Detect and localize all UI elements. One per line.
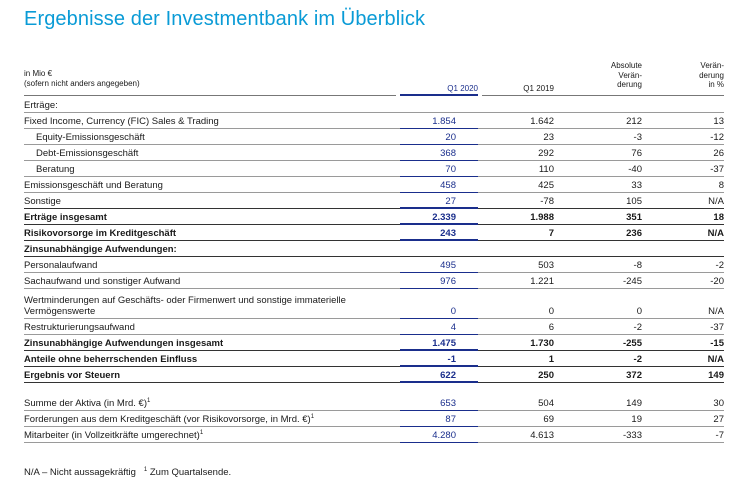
header-divider bbox=[24, 95, 396, 96]
table-row bbox=[0, 193, 756, 209]
row-label bbox=[24, 430, 396, 441]
value-abs-change: 76 bbox=[631, 148, 642, 159]
value-q1-2020: 4.280 bbox=[432, 430, 456, 441]
row-label: Personalaufwand bbox=[24, 260, 98, 271]
value-q1-2020: 70 bbox=[445, 164, 456, 175]
table-row bbox=[0, 145, 756, 161]
value-abs-change: 236 bbox=[626, 228, 642, 239]
footnote-mark: 1 bbox=[143, 466, 148, 473]
value-abs-change: 19 bbox=[631, 414, 642, 425]
table-row bbox=[0, 209, 756, 225]
value-abs-change: -2 bbox=[633, 322, 642, 333]
table-row bbox=[0, 97, 756, 113]
value-q1-2019: 0 bbox=[548, 306, 554, 317]
row-label: Anteile ohne beherrschenden Einfluss bbox=[24, 354, 198, 365]
value-abs-change: 372 bbox=[626, 370, 642, 381]
row-label bbox=[24, 414, 396, 425]
value-pct-change: 27 bbox=[713, 414, 724, 425]
row-label: Debt-Emissionsgeschäft bbox=[36, 148, 139, 159]
value-q1-2019: 4.613 bbox=[530, 430, 554, 441]
table-row bbox=[0, 113, 756, 129]
row-label: Erträge: bbox=[24, 100, 58, 111]
footnote-na: N/A – Nicht aussagekräftig bbox=[24, 467, 136, 478]
value-q1-2019: 292 bbox=[538, 148, 554, 159]
value-abs-change: 105 bbox=[626, 196, 642, 207]
row-label: Fixed Income, Currency (FIC) Sales & Trading bbox=[24, 116, 219, 127]
value-q1-2019: 504 bbox=[538, 398, 554, 409]
footnote-ref: 1 bbox=[199, 429, 204, 436]
value-pct-change: N/A bbox=[708, 196, 724, 207]
value-q1-2019: -78 bbox=[540, 196, 554, 207]
value-abs-change: -333 bbox=[622, 430, 642, 441]
value-q1-2020: 458 bbox=[440, 180, 456, 191]
table-row bbox=[0, 273, 756, 289]
value-pct-change: -12 bbox=[710, 132, 724, 143]
row-label: Sonstige bbox=[24, 196, 61, 207]
value-q1-2020: 20 bbox=[445, 132, 456, 143]
col-header-abs-change bbox=[566, 61, 642, 90]
value-q1-2020: 495 bbox=[440, 260, 456, 271]
col-header-abs-l3: derung bbox=[617, 80, 642, 89]
value-abs-change: -40 bbox=[628, 164, 642, 175]
header-divider-highlight bbox=[400, 94, 478, 96]
col-header-pct-l2: derung bbox=[699, 70, 724, 80]
value-q1-2019: 7 bbox=[548, 228, 554, 239]
table-row bbox=[0, 257, 756, 273]
table-row bbox=[0, 395, 756, 411]
value-pct-change: 8 bbox=[718, 180, 724, 191]
value-pct-change: 149 bbox=[708, 370, 724, 381]
table-row bbox=[0, 367, 756, 383]
row-divider bbox=[24, 442, 724, 443]
value-q1-2020: 243 bbox=[440, 228, 456, 239]
footnote-ref: 1 bbox=[147, 397, 151, 404]
value-q1-2019: 1.730 bbox=[530, 338, 554, 349]
col-header-q1-2020: Q1 2020 bbox=[447, 84, 478, 93]
value-abs-change: -245 bbox=[622, 276, 642, 287]
col-header-pct-l1: Verän- bbox=[700, 61, 724, 70]
value-q1-2020: 653 bbox=[440, 398, 456, 409]
value-pct-change: 18 bbox=[713, 212, 724, 223]
unit-line-1: in Mio € bbox=[24, 69, 53, 78]
row-label-text: Forderungen aus dem Kreditgeschäft (vor Risikovorsorge, in Mrd. €) bbox=[24, 414, 311, 425]
value-q1-2020: -1 bbox=[447, 354, 456, 365]
value-q1-2019: 69 bbox=[543, 414, 554, 425]
row-label: Erträge insgesamt bbox=[24, 212, 107, 223]
row-label: Beratung bbox=[36, 164, 75, 175]
table-row bbox=[0, 129, 756, 145]
table-row bbox=[0, 177, 756, 193]
value-abs-change: 149 bbox=[626, 398, 642, 409]
table-row bbox=[0, 335, 756, 351]
value-pct-change: -20 bbox=[710, 276, 724, 287]
value-q1-2019: 250 bbox=[538, 370, 554, 381]
col-header-q1-2019: Q1 2019 bbox=[523, 84, 554, 93]
value-abs-change: 33 bbox=[631, 180, 642, 191]
value-pct-change: 13 bbox=[713, 116, 724, 127]
value-q1-2019: 425 bbox=[538, 180, 554, 191]
value-q1-2019: 1.221 bbox=[530, 276, 554, 287]
table-row bbox=[0, 411, 756, 427]
row-label: Ergebnis vor Steuern bbox=[24, 370, 121, 381]
value-q1-2020: 1.854 bbox=[432, 116, 456, 127]
col-header-pct-change bbox=[650, 61, 724, 90]
value-q1-2019: 110 bbox=[538, 164, 554, 175]
table-row bbox=[0, 427, 756, 443]
row-label: Zinsunabhängige Aufwendungen insgesamt bbox=[24, 338, 224, 349]
row-label: Zinsunabhängige Aufwendungen: bbox=[24, 244, 177, 255]
value-q1-2019: 503 bbox=[538, 260, 554, 271]
table-row bbox=[0, 161, 756, 177]
footnote-ref: 1 bbox=[310, 413, 315, 420]
row-label: Emissionsgeschäft und Beratung bbox=[24, 180, 163, 191]
row-label: Equity-Emissionsgeschäft bbox=[36, 132, 145, 143]
value-abs-change: 351 bbox=[626, 212, 642, 223]
value-pct-change: -15 bbox=[710, 338, 724, 349]
col-header-abs-l1: Absolute bbox=[610, 61, 642, 70]
value-q1-2019: 1 bbox=[548, 354, 554, 365]
value-pct-change: N/A bbox=[708, 306, 724, 317]
row-label-text: Summe der Aktiva (in Mrd. €) bbox=[24, 398, 148, 409]
value-abs-change: -3 bbox=[633, 132, 642, 143]
value-q1-2020: 0 bbox=[450, 306, 456, 317]
footnote-text: Zum Quartalsende. bbox=[149, 467, 232, 478]
table-row bbox=[0, 225, 756, 241]
value-pct-change: -37 bbox=[710, 322, 724, 333]
header-divider-right bbox=[482, 95, 724, 96]
value-q1-2020: 87 bbox=[445, 414, 456, 425]
value-pct-change: 26 bbox=[713, 148, 724, 159]
col-header-pct-l3: in % bbox=[708, 80, 724, 89]
row-label bbox=[24, 398, 396, 409]
value-pct-change: N/A bbox=[707, 354, 724, 365]
footnotes bbox=[24, 467, 231, 478]
value-pct-change: 30 bbox=[713, 398, 724, 409]
col-header-abs-l2: Verän- bbox=[618, 70, 642, 80]
table-row bbox=[0, 241, 756, 257]
value-abs-change: -2 bbox=[633, 354, 642, 365]
value-q1-2019: 1.642 bbox=[530, 116, 554, 127]
row-label-text: Mitarbeiter (in Vollzeitkräfte umgerechnet) bbox=[24, 430, 200, 441]
value-q1-2020: 27 bbox=[445, 196, 456, 207]
value-abs-change: 212 bbox=[626, 116, 642, 127]
value-pct-change: -2 bbox=[715, 260, 724, 271]
value-q1-2020: 368 bbox=[440, 148, 456, 159]
value-pct-change: -7 bbox=[715, 430, 724, 441]
table-row bbox=[0, 319, 756, 335]
value-q1-2019: 23 bbox=[543, 132, 554, 143]
value-abs-change: -8 bbox=[633, 260, 642, 271]
unit-header bbox=[24, 69, 140, 88]
value-q1-2020: 976 bbox=[440, 276, 456, 287]
value-q1-2019: 1.988 bbox=[530, 212, 554, 223]
results-table bbox=[0, 97, 756, 443]
value-pct-change: N/A bbox=[707, 228, 724, 239]
value-q1-2020: 1.475 bbox=[432, 338, 456, 349]
row-label: Restrukturierungsaufwand bbox=[24, 322, 135, 333]
row-label: Sachaufwand und sonstiger Aufwand bbox=[24, 276, 181, 287]
value-pct-change: -37 bbox=[710, 164, 724, 175]
value-q1-2020: 622 bbox=[440, 370, 456, 381]
table-spacer bbox=[0, 383, 756, 395]
row-label: Risikovorsorge im Kreditgeschäft bbox=[24, 228, 177, 239]
value-abs-change: -255 bbox=[622, 338, 642, 349]
row-divider-highlight bbox=[400, 442, 478, 443]
table-row bbox=[0, 289, 756, 319]
value-abs-change: 0 bbox=[636, 306, 642, 317]
value-q1-2020: 2.339 bbox=[432, 212, 456, 223]
value-q1-2020: 4 bbox=[450, 322, 456, 333]
page-title: Ergebnisse der Investmentbank im Überblick bbox=[24, 8, 426, 30]
unit-line-2: (sofern nicht anders angegeben) bbox=[24, 78, 140, 88]
table-row bbox=[0, 351, 756, 367]
row-label: Wertminderungen auf Geschäfts- oder Firmenwert und sonstige immaterielle Vermögenswerte bbox=[24, 295, 346, 317]
value-q1-2019: 6 bbox=[548, 322, 554, 333]
